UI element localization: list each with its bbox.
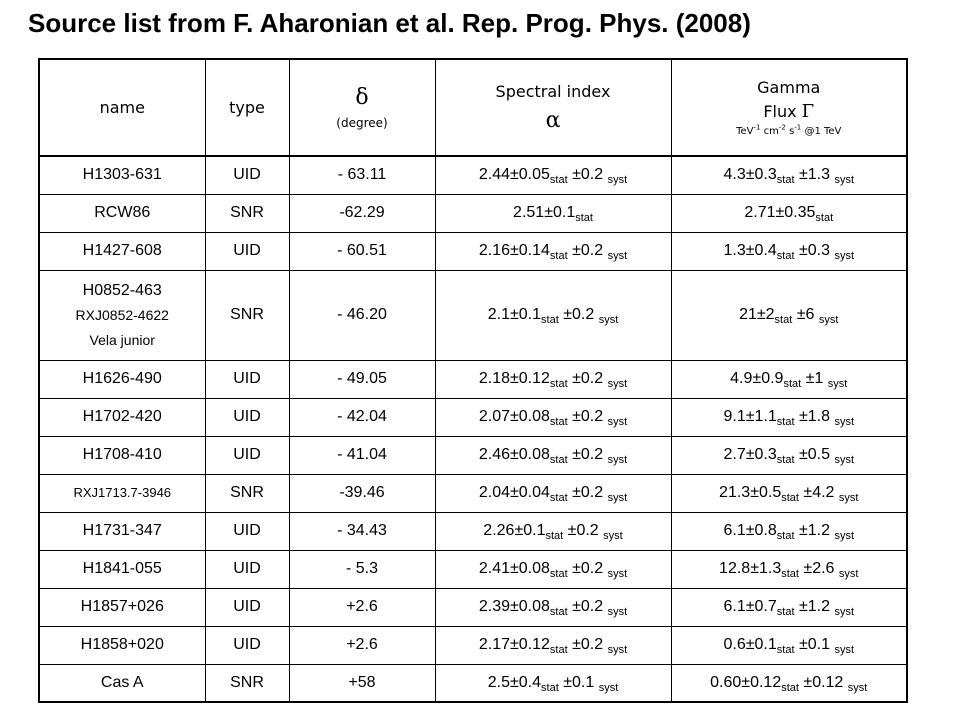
cell-delta: - 5.3 [289, 550, 435, 588]
page-title: Source list from F. Aharonian et al. Rep. Prog. Phys. (2008) [28, 8, 751, 38]
cell-source-name: H1841-055 [39, 550, 205, 588]
cell-spectral-index: $2.07\pm 0.08_{stat} \pm 0.2$ $_{syst}$ [435, 398, 671, 436]
table-row [39, 360, 907, 398]
cell-flux: $4.3\pm 0.3_{stat} \pm 1.3$ $_{syst}$ [671, 156, 907, 194]
cell-source-name: RCW86 [39, 194, 205, 232]
cell-delta: - 60.51 [289, 232, 435, 270]
cell-type: UID [205, 156, 289, 194]
flux-label-gamma: Gamma [757, 78, 821, 97]
cell-source-name: RXJ1713.7-3946 [39, 474, 205, 512]
cell-spectral-index: $2.1\pm 0.1_{stat} \pm 0.2$ $_{syst}$ [435, 270, 671, 360]
cell-delta: - 41.04 [289, 436, 435, 474]
cell-type: SNR [205, 194, 289, 232]
gamma-symbol: Γ [801, 101, 815, 122]
cell-spectral-index: $2.44\pm 0.05_{stat} \pm 0.2$ $_{syst}$ [435, 156, 671, 194]
header-type: type [205, 59, 289, 156]
cell-type: SNR [205, 664, 289, 702]
cell-type: UID [205, 436, 289, 474]
table-row [39, 398, 907, 436]
cell-spectral-index: $2.04\pm 0.04_{stat} \pm 0.2$ $_{syst}$ [435, 474, 671, 512]
header-delta [289, 59, 435, 156]
table-row [39, 664, 907, 702]
cell-spectral-index: $2.17\pm 0.12_{stat} \pm 0.2$ $_{syst}$ [435, 626, 671, 664]
cell-type: SNR [205, 270, 289, 360]
cell-source-name: H1427-608 [39, 232, 205, 270]
flux-unit: TeV$^{-1}$ $cm^{-2}$ $s^{-1}$ @1 TeV [736, 123, 842, 137]
alpha-symbol: α [545, 108, 561, 133]
cell-type: UID [205, 360, 289, 398]
cell-flux: $12.8\pm 1.3_{stat} \pm 2.6$ $_{syst}$ [671, 550, 907, 588]
cell-source-name: H1708-410 [39, 436, 205, 474]
cell-spectral-index: $2.18\pm 0.12_{stat} \pm 0.2$ $_{syst}$ [435, 360, 671, 398]
cell-flux: $6.1\pm 0.7_{stat} \pm 1.2$ $_{syst}$ [671, 588, 907, 626]
table-row [39, 550, 907, 588]
cell-source-name: H1626-490 [39, 360, 205, 398]
table-row [39, 512, 907, 550]
spectral-label: Spectral index [495, 82, 611, 101]
cell-delta: -62.29 [289, 194, 435, 232]
table-row [39, 474, 907, 512]
cell-type: UID [205, 232, 289, 270]
cell-spectral-index: $2.16\pm 0.14_{stat} \pm 0.2$ $_{syst}$ [435, 232, 671, 270]
header-flux [671, 59, 907, 156]
cell-delta: - 34.43 [289, 512, 435, 550]
cell-flux: $2.7\pm 0.3_{stat} \pm 0.5$ $_{syst}$ [671, 436, 907, 474]
cell-type: UID [205, 550, 289, 588]
header-spectral-index [435, 59, 671, 156]
cell-source-name: H1858+020 [39, 626, 205, 664]
cell-delta: - 42.04 [289, 398, 435, 436]
cell-delta: - 46.20 [289, 270, 435, 360]
cell-type: UID [205, 398, 289, 436]
table-row [39, 270, 907, 360]
cell-flux: $21.3\pm 0.5_{stat} \pm 4.2$ $_{syst}$ [671, 474, 907, 512]
cell-spectral-index: $2.26\pm 0.1_{stat} \pm 0.2$ $_{syst}$ [435, 512, 671, 550]
cell-delta: +2.6 [289, 626, 435, 664]
delta-symbol: δ [355, 85, 369, 110]
header-name: name [39, 59, 205, 156]
table-row [39, 588, 907, 626]
cell-flux: $9.1\pm 1.1_{stat} \pm 1.8$ $_{syst}$ [671, 398, 907, 436]
table-row [39, 626, 907, 664]
cell-delta: +2.6 [289, 588, 435, 626]
cell-source-name: H1702-420 [39, 398, 205, 436]
cell-type: UID [205, 512, 289, 550]
cell-delta: - 63.11 [289, 156, 435, 194]
cell-flux: $0.6\pm 0.1_{stat} \pm 0.1$ $_{syst}$ [671, 626, 907, 664]
cell-type: SNR [205, 474, 289, 512]
delta-unit: (degree) [336, 116, 388, 130]
source-table [38, 58, 908, 703]
flux-label-flux: Flux Γ [763, 101, 815, 122]
cell-flux: $21\pm 2_{stat} \pm 6$ $_{syst}$ [671, 270, 907, 360]
cell-delta: -39.46 [289, 474, 435, 512]
table-row [39, 156, 907, 194]
cell-flux: $1.3\pm 0.4_{stat} \pm 0.3$ $_{syst}$ [671, 232, 907, 270]
cell-type: UID [205, 626, 289, 664]
cell-delta: +58 [289, 664, 435, 702]
cell-delta: - 49.05 [289, 360, 435, 398]
cell-spectral-index: $2.46\pm 0.08_{stat} \pm 0.2$ $_{syst}$ [435, 436, 671, 474]
cell-source-name: H1731-347 [39, 512, 205, 550]
cell-flux: $4.9\pm 0.9_{stat} \pm 1$ $_{syst}$ [671, 360, 907, 398]
cell-flux: $0.60\pm 0.12_{stat} \pm 0.12$ $_{syst}$ [671, 664, 907, 702]
cell-flux: $2.71\pm 0.35_{stat}$ [671, 194, 907, 232]
table-row [39, 232, 907, 270]
cell-flux: $6.1\pm 0.8_{stat} \pm 1.2$ $_{syst}$ [671, 512, 907, 550]
cell-spectral-index: $2.51\pm 0.1_{stat}$ [435, 194, 671, 232]
cell-spectral-index: $2.5\pm 0.4_{stat} \pm 0.1$ $_{syst}$ [435, 664, 671, 702]
table-row [39, 436, 907, 474]
table-row [39, 194, 907, 232]
cell-source-name: H1303-631 [39, 156, 205, 194]
cell-spectral-index: $2.39\pm 0.08_{stat} \pm 0.2$ $_{syst}$ [435, 588, 671, 626]
cell-spectral-index: $2.41\pm 0.08_{stat} \pm 0.2$ $_{syst}$ [435, 550, 671, 588]
cell-source-name: Cas A [39, 664, 205, 702]
cell-source-name: H1857+026 [39, 588, 205, 626]
cell-source-name: H0852-463 RXJ0852-4622 Vela junior [39, 270, 205, 360]
cell-type: UID [205, 588, 289, 626]
header-row [39, 59, 907, 156]
